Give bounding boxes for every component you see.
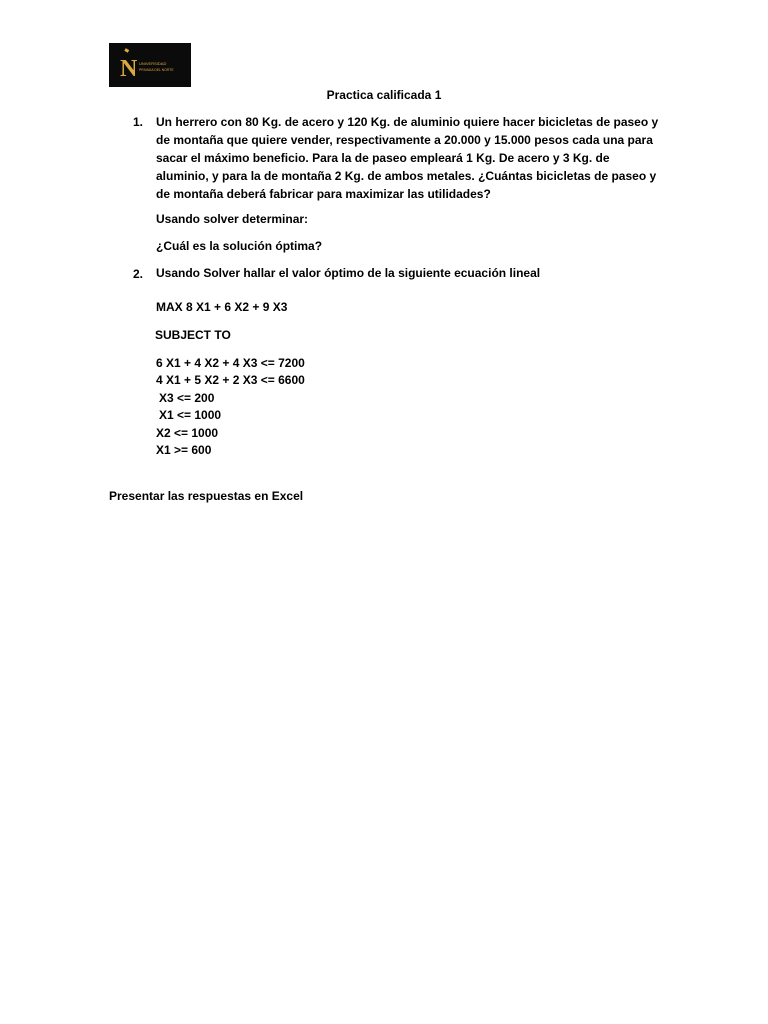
q2-constraint: X1 >= 600 bbox=[156, 443, 212, 457]
q2-objective: MAX 8 X1 + 6 X2 + 9 X3 bbox=[156, 300, 288, 314]
q1-number: 1. bbox=[133, 115, 144, 129]
q2-subject-to: SUBJECT TO bbox=[155, 328, 231, 342]
footer-instruction: Presentar las respuestas en Excel bbox=[109, 489, 304, 503]
q2-number: 2. bbox=[133, 267, 144, 281]
q2-constraint: X3 <= 200 bbox=[159, 391, 215, 405]
page-title: Practica calificada 1 bbox=[326, 88, 442, 102]
q1-question: ¿Cuál es la solución óptima? bbox=[156, 239, 323, 253]
logo-text-line1: UNIVERSIDAD bbox=[139, 61, 167, 66]
q1-instruction: Usando solver determinar: bbox=[156, 212, 309, 226]
logo-mark-icon bbox=[109, 43, 191, 87]
q2-text: Usando Solver hallar el valor óptimo de la siguiente ecuación lineal bbox=[156, 266, 541, 280]
q2-constraint: X1 <= 1000 bbox=[159, 408, 222, 422]
q2-constraint: 6 X1 + 4 X2 + 4 X3 <= 7200 bbox=[156, 356, 305, 370]
logo-letter: N bbox=[120, 56, 138, 82]
q1-text: Un herrero con 80 Kg. de acero y 120 Kg. de aluminio quiere hacer bicicletas de paseo y de montaña que quiere vender, respectivamente a 20.000 y 15.000 pesos cada una para sacar el máximo beneficio. Para la de paseo empleará 1 Kg. De acero y 3 Kg. de aluminio, y para la de montaña 2 Kg. de ambos metales. ¿Cuántas bicicletas de paseo y de montaña deberá fabricar para maximizar las utilidades? bbox=[156, 115, 659, 201]
logo-text-line2: PRIVADA DEL NORTE bbox=[139, 68, 174, 72]
university-logo bbox=[109, 43, 191, 87]
q2-constraint: 4 X1 + 5 X2 + 2 X3 <= 6600 bbox=[156, 373, 305, 387]
q2-constraint: X2 <= 1000 bbox=[156, 426, 219, 440]
